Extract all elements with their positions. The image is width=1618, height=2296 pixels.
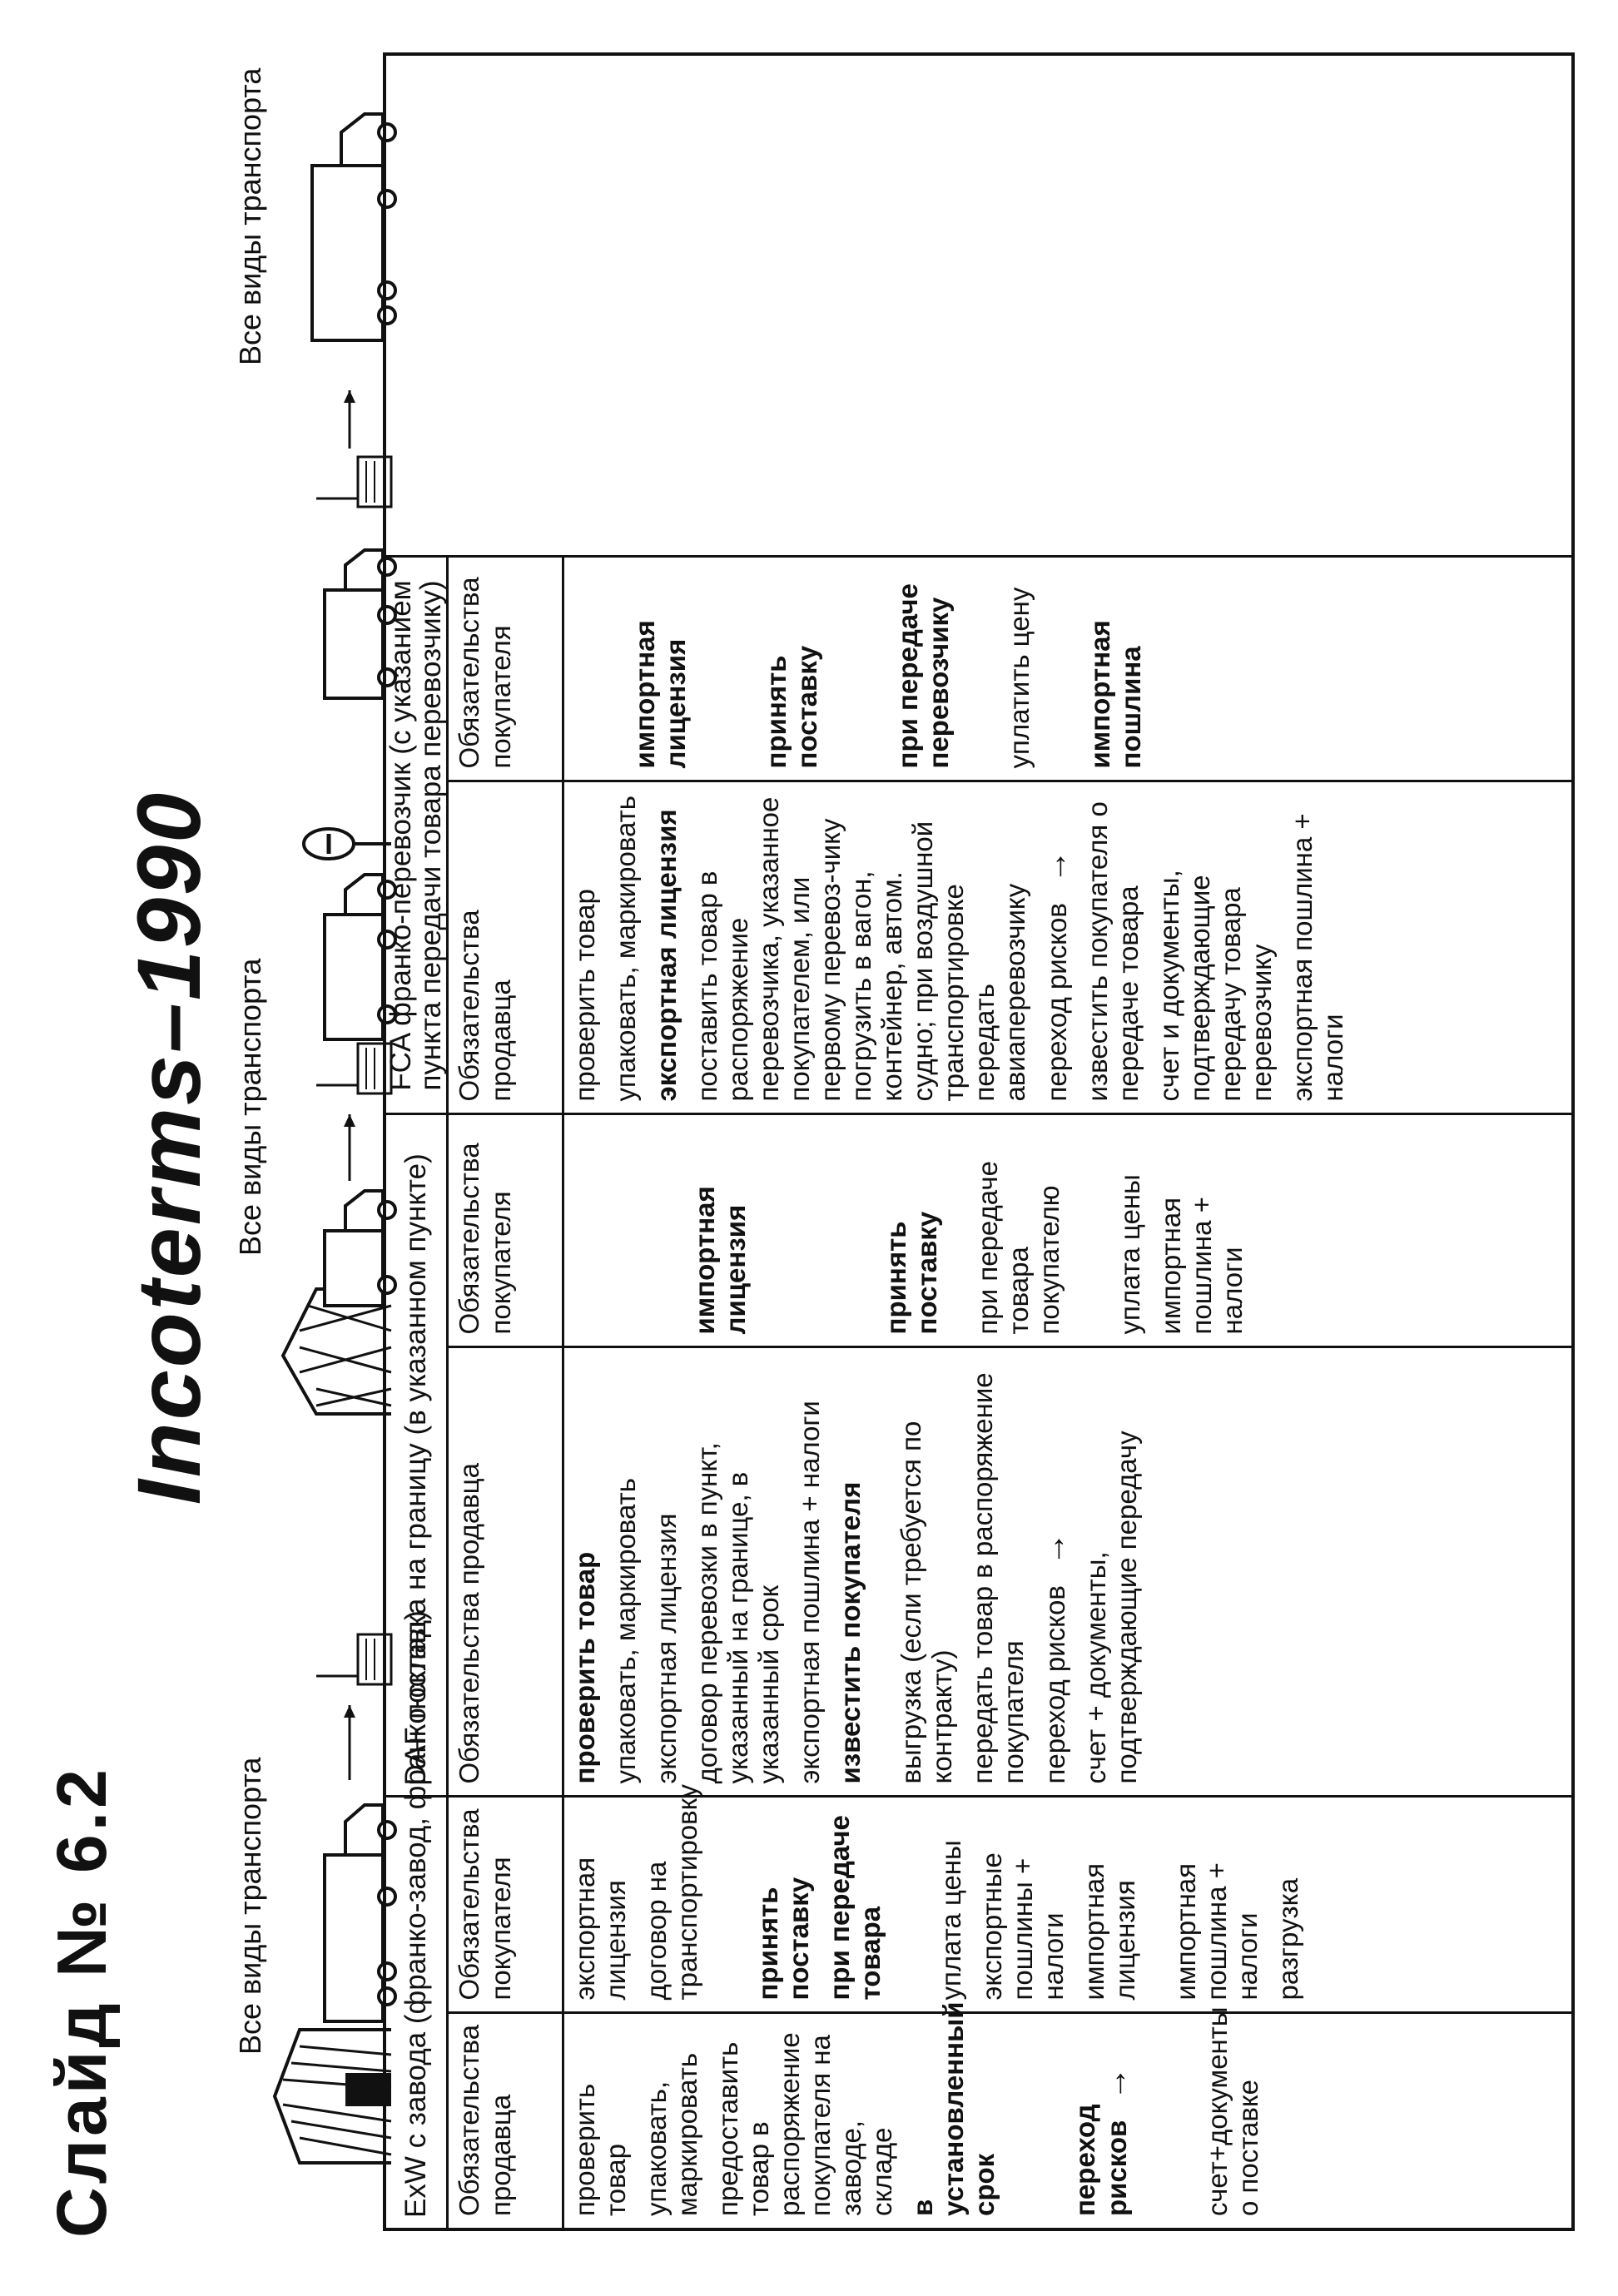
list-item: уплатить цену bbox=[1004, 587, 1035, 769]
list-item: при передаче товара bbox=[824, 1815, 886, 2001]
daf-transport-label: Все виды транспорта bbox=[233, 958, 267, 1256]
list-item: экспортная пошлина + налоги bbox=[1287, 813, 1348, 1102]
exw-buyer-header: Обязательства покупателя bbox=[448, 1797, 563, 2013]
daf-seller-column bbox=[563, 1347, 1574, 1797]
exw-seller-column bbox=[563, 2001, 1574, 2229]
fca-buyer-column bbox=[563, 557, 1574, 781]
list-item: проверить товар bbox=[569, 2083, 631, 2216]
list-item: в установленный срок bbox=[907, 2001, 1000, 2216]
list-item: предоставить товар в распоряжение покупателя на заводе, складе bbox=[712, 2032, 897, 2216]
list-item: уплата цены bbox=[1114, 1174, 1145, 1335]
arrow-right-icon: → bbox=[1037, 850, 1074, 884]
daf-seller-header: Обязательства продавца bbox=[448, 1347, 563, 1797]
list-item: при передаче товара покупателю bbox=[972, 1161, 1065, 1335]
slide-title: Слайд № 6.2 bbox=[42, 1766, 121, 2238]
list-item: известить покупателя bbox=[835, 1481, 866, 1784]
exw-transport-illustration bbox=[233, 1622, 400, 2171]
fca-seller-column bbox=[563, 781, 1574, 1114]
list-item: счет + документы, подтверждающие передачу bbox=[1080, 1431, 1142, 1784]
border-truck-icon bbox=[266, 823, 400, 1422]
list-item: принять поставку bbox=[881, 1211, 942, 1335]
exw-term-title: ExW с завода (франко-завод, франко-склад) bbox=[385, 1797, 448, 2229]
list-item: передать товар в распоряжение покупателя bbox=[967, 1372, 1029, 1784]
fca-transport-label: Все виды транспорта bbox=[233, 67, 267, 365]
carrier-truck-icon bbox=[266, 82, 400, 715]
list-item: принять поставку bbox=[761, 645, 822, 769]
list-item: импортная лицензия bbox=[689, 1186, 751, 1335]
fca-transport-illustration bbox=[233, 67, 400, 715]
list-item: экспортная пошлина + налоги bbox=[794, 1401, 825, 1784]
exw-seller-header: Обязательства продавца bbox=[448, 2013, 563, 2229]
list-item: импортная лицензия bbox=[629, 620, 691, 769]
list-item: импортная пошлина + налоги bbox=[1155, 1197, 1248, 1335]
list-item: проверить товар bbox=[569, 889, 600, 1102]
fca-term-title: FCA франко-перевозчик (с указанием пункта передачи товара перевозчику) bbox=[385, 557, 448, 1114]
list-item: экспортная лицензия bbox=[651, 1513, 682, 1784]
list-item: упаковать, маркировать bbox=[641, 2052, 702, 2216]
list-item: счет и документы, подтверждающие передачу товара перевозчику bbox=[1154, 870, 1277, 1102]
exw-transport-label: Все виды транспорта bbox=[233, 1757, 267, 2055]
daf-buyer-header: Обязательства покупателя bbox=[448, 1114, 563, 1347]
list-item: экспортная лицензия bbox=[651, 809, 682, 1102]
list-item: импортная лицензия bbox=[1079, 1862, 1140, 2001]
exw-buyer-column bbox=[563, 1784, 1574, 2013]
arrow-right-icon: → bbox=[1035, 1532, 1072, 1566]
list-item: при передаче перевозчику bbox=[892, 583, 954, 769]
factory-truck-icon bbox=[266, 1622, 400, 2171]
list-item: импортная пошлина bbox=[1084, 620, 1146, 769]
list-item: договор на транспортировку bbox=[641, 1784, 702, 2001]
daf-buyer-column bbox=[563, 1114, 1574, 1347]
list-item: принять поставку bbox=[752, 1877, 814, 2001]
list-item: известить покупателя о передаче товара bbox=[1082, 801, 1144, 1102]
list-item: договор перевозки в пункт, указанный на границе, в указанный срок bbox=[692, 1442, 784, 1784]
fca-seller-header: Обязательства продавца bbox=[448, 781, 563, 1114]
fca-buyer-header: Обязательства покупателя bbox=[448, 557, 563, 781]
list-item: переход рисков→ bbox=[1037, 850, 1074, 1102]
list-item: счет+документы о поставке bbox=[1202, 2006, 1263, 2216]
list-item: переход рисков→ bbox=[1070, 2066, 1134, 2216]
list-item: упаковать, маркировать bbox=[610, 1478, 641, 1784]
daf-transport-illustration bbox=[233, 823, 400, 1422]
list-item: проверить товар bbox=[569, 1551, 600, 1784]
list-item: поставить товар в распоряжение перевозчика, указанное покупателем, или первому перевоз-чику погрузить в вагон, контейнер, автом. судно; при воздушной транспортировке передать авиаперевозчику bbox=[692, 796, 1030, 1102]
list-item: уплата цены bbox=[936, 1840, 966, 2001]
main-title: Incoterms–1990 bbox=[118, 790, 219, 1505]
list-item: экспортная лицензия bbox=[569, 1857, 631, 2001]
daf-term-title: DAF поставка на границу (в указанном пункте) bbox=[385, 1114, 448, 1797]
list-item: упаковать, маркировать bbox=[610, 796, 641, 1102]
list-item: выгрузка (если требуется по контракту) bbox=[896, 1421, 957, 1784]
empty-column bbox=[385, 54, 1573, 557]
terms-header-row bbox=[385, 54, 448, 2229]
list-item: разгрузка bbox=[1273, 1877, 1303, 2001]
list-item: импортная пошлина + налоги bbox=[1170, 1862, 1263, 2001]
arrow-right-icon: → bbox=[1097, 2066, 1134, 2100]
list-item: переход рисков→ bbox=[1035, 1532, 1072, 1784]
incoterms-table bbox=[383, 52, 1575, 2231]
list-item: экспортные пошлины + налоги bbox=[976, 1852, 1069, 2001]
